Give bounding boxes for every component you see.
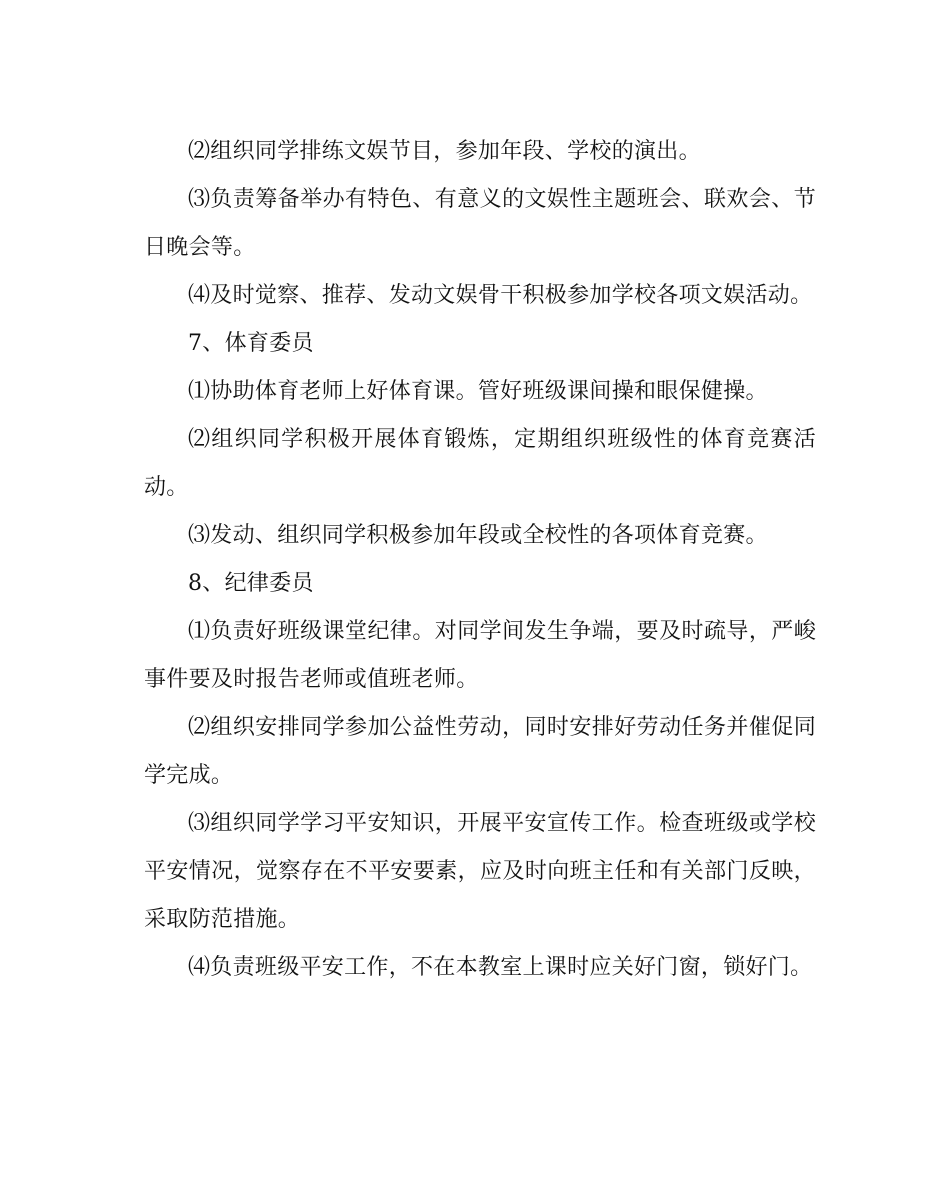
- paragraph-sports-item-1: ⑴协助体育老师上好体育课。管好班级课间操和眼保健操。: [188, 379, 768, 404]
- paragraph-sports-item-2: ⑵组织同学积极开展体育锻炼，定期组织班级性的体育竞赛活动。: [144, 427, 816, 500]
- paragraph-entertainment-item-4: ⑷及时觉察、推荐、发动文娱骨干积极参加学校各项文娱活动。: [188, 283, 813, 308]
- paragraph-entertainment-item-2: ⑵组织同学排练文娱节目，参加年段、学校的演出。: [188, 139, 701, 164]
- section-heading-sports-committee: 7、体育委员: [188, 331, 314, 356]
- paragraph-discipline-item-4: ⑷负责班级平安工作，不在本教室上课时应关好门窗，锁好门。: [188, 955, 813, 980]
- paragraph-entertainment-item-3: ⑶负责筹备举办有特色、有意义的文娱性主题班会、联欢会、节日晚会等。: [144, 187, 816, 260]
- section-heading-discipline-committee: 8、纪律委员: [188, 571, 314, 596]
- paragraph-discipline-item-2: ⑵组织安排同学参加公益性劳动，同时安排好劳动任务并催促同学完成。: [144, 715, 816, 788]
- document-body: [144, 128, 816, 992]
- paragraph-sports-item-3: ⑶发动、组织同学积极参加年段或全校性的各项体育竞赛。: [188, 523, 768, 548]
- paragraph-discipline-item-3: ⑶组织同学学习平安知识，开展平安宣传工作。检查班级或学校平安情况，觉察存在不平安要素，应及时向班主任和有关部门反映，采取防范措施。: [144, 811, 816, 932]
- paragraph-discipline-item-1: ⑴负责好班级课堂纪律。对同学间发生争端，要及时疏导，严峻事件要及时报告老师或值班老师。: [144, 619, 816, 692]
